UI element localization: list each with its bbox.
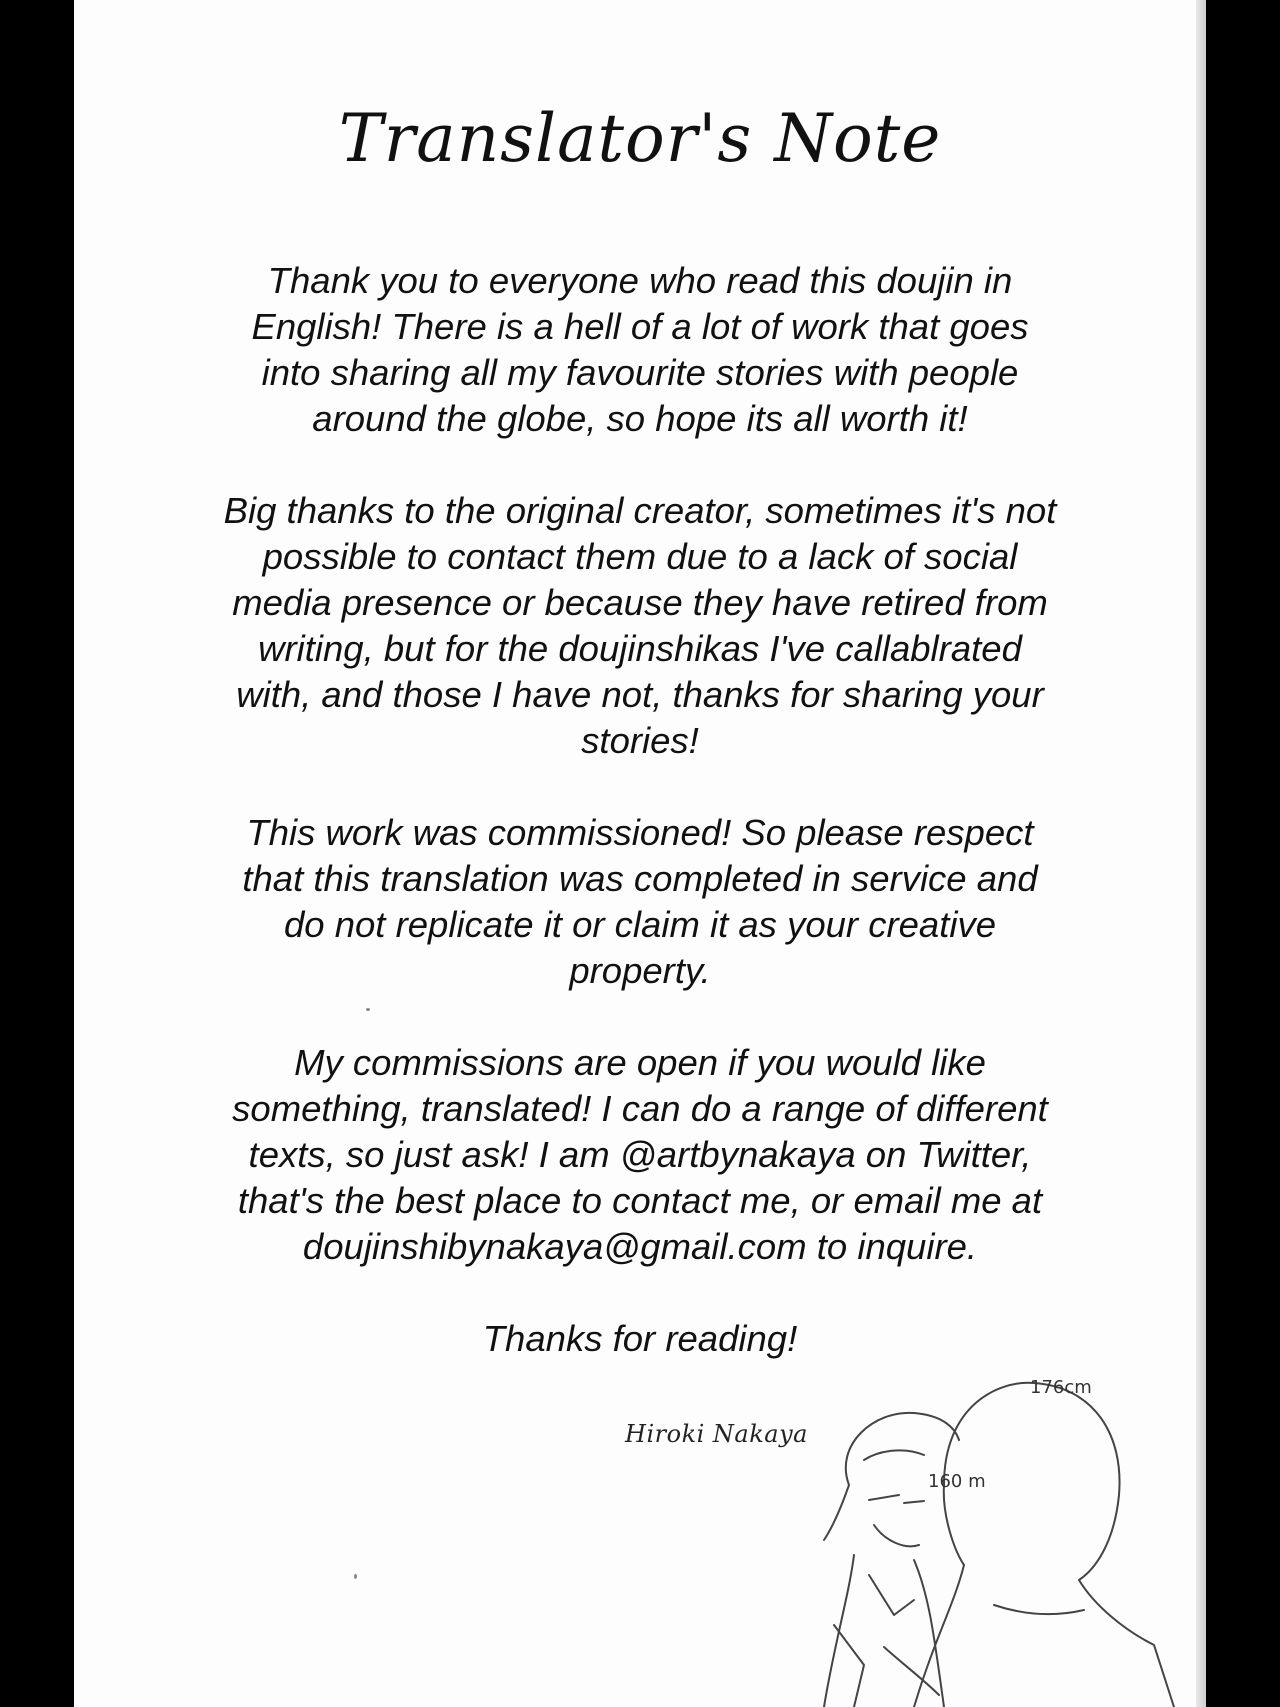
signature: Hiroki Nakaya [625, 1420, 808, 1448]
character-sketch [794, 1365, 1206, 1707]
note-body [164, 258, 1116, 1362]
paragraph-thanks-readers: Thank you to everyone who read this doujin in English! There is a hell of a lot of work that goes into sharing all my favourite stories with people around the globe, so hope its all worth it! [251, 260, 1029, 439]
paragraph-commission-notice: This work was commissioned! So please respect that this translation was completed in service and do not replicate it or claim it as your creative property. [242, 812, 1038, 991]
height-label-short: 160 m [928, 1471, 986, 1492]
paragraph-commissions-open: My commissions are open if you would like something, translated! I can do a range of different texts, so just ask! I am @artbynakaya on Twitter, that's the best place to contact me, or email me at doujinshibynakaya@gmail.com to inquire. [232, 1042, 1048, 1267]
document-page [74, 0, 1206, 1707]
paper-speck [366, 1008, 370, 1011]
paragraph-thanks-creator: Big thanks to the original creator, sometimes it's not possible to contact them due to a lack of social media presence or because they have retired from writing, but for the doujinshikas I've callablrated with, and those I have not, thanks for sharing your stories! [223, 490, 1057, 761]
paper-speck [354, 1574, 357, 1579]
paragraph-closing: Thanks for reading! [482, 1318, 798, 1359]
height-label-tall: 176cm [1030, 1377, 1092, 1398]
page-title: Translator's Note [338, 100, 942, 177]
